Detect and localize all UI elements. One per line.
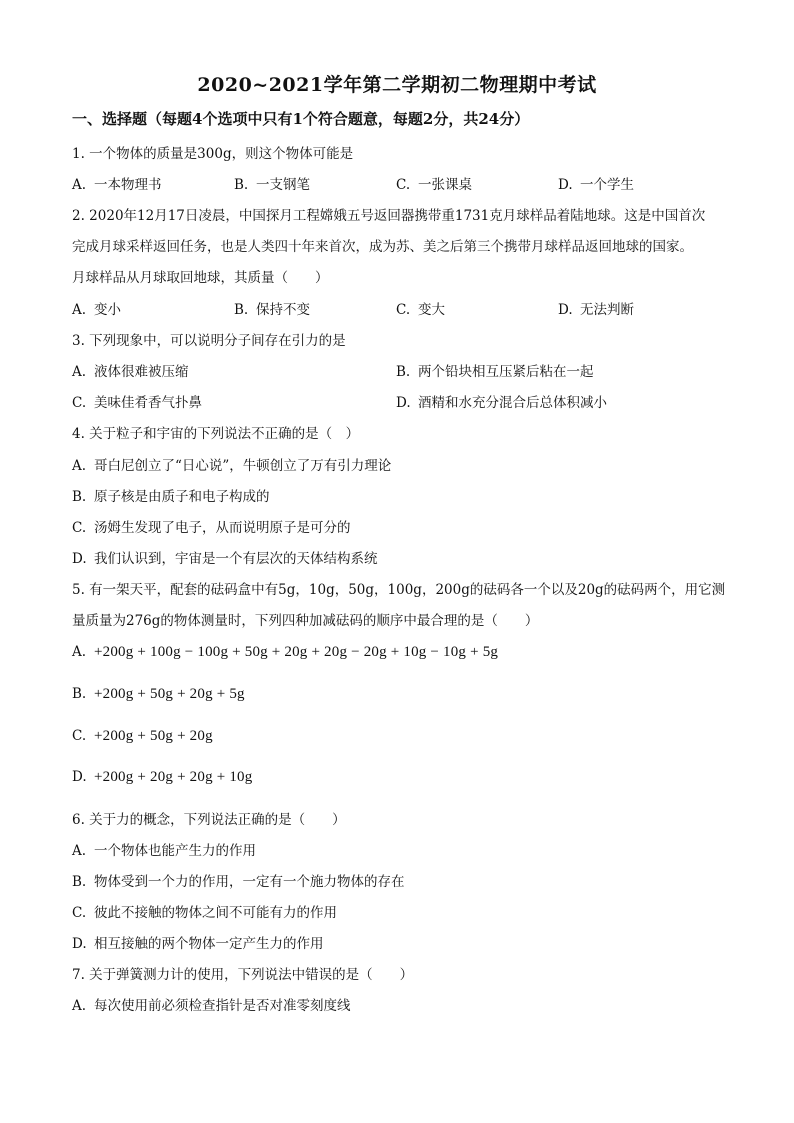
option-text: 每次使用前必须检查指针是否对准零刻度线 <box>94 998 351 1014</box>
q2-stem-line-1: 2. 2020年12月17日凌晨，中国探月工程嫦娥五号返回器携带重1731克月球样品着陆地球。这是中国首次 <box>72 208 706 224</box>
q2-option-b[interactable] <box>234 298 310 318</box>
q3-option-d[interactable] <box>396 391 607 411</box>
option-text: 一本物理书 <box>94 177 162 193</box>
option-letter: B. <box>234 177 249 193</box>
q5-option-a[interactable] <box>72 644 498 661</box>
q6-option-b[interactable] <box>72 870 405 890</box>
option-text: 酒精和水充分混合后总体积减小 <box>418 395 607 411</box>
option-text: 原子核是由质子和电子构成的 <box>94 489 270 505</box>
option-letter: C. <box>72 520 87 536</box>
q2-option-d[interactable] <box>558 298 634 318</box>
option-letter: D. <box>558 302 573 318</box>
option-text: 液体很难被压缩 <box>94 364 189 380</box>
option-text: 一支钢笔 <box>256 177 310 193</box>
option-letter: B. <box>72 686 87 702</box>
option-letter: C. <box>72 728 87 744</box>
option-letter: C. <box>396 302 411 318</box>
option-text: 相互接触的两个物体一定产生力的作用 <box>94 936 324 952</box>
option-letter: A. <box>72 998 87 1014</box>
q4-option-d[interactable] <box>72 547 378 567</box>
q3-option-a[interactable] <box>72 360 189 380</box>
q6-option-c[interactable] <box>72 901 337 921</box>
q7-option-a[interactable] <box>72 994 351 1014</box>
q1-option-b[interactable] <box>234 173 310 193</box>
option-text: 一个学生 <box>580 177 634 193</box>
option-letter: B. <box>396 364 411 380</box>
q5-stem-line-2: 量质量为276g的物体测量时，下列四种加减砝码的顺序中最合理的是（ ） <box>72 613 539 629</box>
option-text: +200g + 50g + 20g <box>94 728 213 744</box>
q2-option-c[interactable] <box>396 298 445 318</box>
q5-option-b[interactable] <box>72 686 245 703</box>
option-letter: B. <box>234 302 249 318</box>
option-text: +200g + 50g + 20g + 5g <box>94 686 245 702</box>
option-text: 物体受到一个力的作用，一定有一个施力物体的存在 <box>94 874 405 890</box>
option-text: 彼此不接触的物体之间不可能有力的作用 <box>94 905 337 921</box>
q4-stem: 4. 关于粒子和宇宙的下列说法不正确的是（ ） <box>72 426 360 442</box>
q6-stem: 6. 关于力的概念，下列说法正确的是（ ） <box>72 812 346 828</box>
option-letter: A. <box>72 644 87 660</box>
option-letter: B. <box>72 489 87 505</box>
q4-option-c[interactable] <box>72 516 351 536</box>
option-text: 美味佳肴香气扑鼻 <box>94 395 202 411</box>
option-letter: A. <box>72 458 87 474</box>
option-text: 我们认识到，宇宙是一个有层次的天体结构系统 <box>94 551 378 567</box>
option-text: 哥白尼创立了“日心说”，牛顿创立了万有引力理论 <box>94 458 392 474</box>
q3-option-c[interactable] <box>72 391 202 411</box>
q2-stem-line-2: 完成月球采样返回任务，也是人类四十年来首次，成为苏、美之后第三个携带月球样品返回地球的国家。 <box>72 239 693 255</box>
q7-stem: 7. 关于弹簧测力计的使用，下列说法中错误的是（ ） <box>72 967 414 983</box>
q1-option-c[interactable] <box>396 173 472 193</box>
q1-stem: 1. 一个物体的质量是300g，则这个物体可能是 <box>72 146 354 162</box>
q6-option-a[interactable] <box>72 839 256 859</box>
option-letter: C. <box>396 177 411 193</box>
q2-option-a[interactable] <box>72 298 121 318</box>
option-letter: C. <box>72 395 87 411</box>
q6-option-d[interactable] <box>72 932 324 952</box>
q2-stem-line-3: 月球样品从月球取回地球，其质量（ ） <box>72 270 329 286</box>
option-text: 无法判断 <box>580 302 634 318</box>
option-letter: D. <box>72 936 87 952</box>
option-text: 一张课桌 <box>418 177 472 193</box>
option-text: +200g + 20g + 20g + 10g <box>94 769 253 785</box>
option-letter: D. <box>72 551 87 567</box>
option-letter: A. <box>72 177 87 193</box>
q1-option-d[interactable] <box>558 173 634 193</box>
q4-option-a[interactable] <box>72 454 391 474</box>
option-text: 一个物体也能产生力的作用 <box>94 843 256 859</box>
q5-option-d[interactable] <box>72 769 252 786</box>
section-heading: 一、选择题（每题4个选项中只有1个符合题意，每题2分，共24分） <box>72 110 530 128</box>
option-text: +200g + 100g − 100g + 50g + 20g + 20g − 20g + 10g − 10g + 5g <box>94 644 499 660</box>
option-letter: B. <box>72 874 87 890</box>
option-letter: C. <box>72 905 87 921</box>
exam-title: 2020~2021学年第二学期初二物理期中考试 <box>197 74 597 96</box>
q1-option-a[interactable] <box>72 173 162 193</box>
q3-option-b[interactable] <box>396 360 594 380</box>
option-letter: A. <box>72 364 87 380</box>
option-letter: D. <box>396 395 411 411</box>
option-letter: A. <box>72 843 87 859</box>
option-letter: A. <box>72 302 87 318</box>
q5-option-c[interactable] <box>72 728 213 745</box>
option-letter: D. <box>72 769 87 785</box>
q4-option-b[interactable] <box>72 485 270 505</box>
q3-stem: 3. 下列现象中，可以说明分子间存在引力的是 <box>72 333 346 349</box>
option-text: 变大 <box>418 302 445 318</box>
option-text: 变小 <box>94 302 121 318</box>
option-text: 两个铅块相互压紧后粘在一起 <box>418 364 594 380</box>
option-letter: D. <box>558 177 573 193</box>
q5-stem-line-1: 5. 有一架天平，配套的砝码盒中有5g，10g，50g，100g，200g的砝码各一个以及20g的砝码两个，用它测 <box>72 582 726 598</box>
option-text: 汤姆生发现了电子，从而说明原子是可分的 <box>94 520 351 536</box>
option-text: 保持不变 <box>256 302 310 318</box>
